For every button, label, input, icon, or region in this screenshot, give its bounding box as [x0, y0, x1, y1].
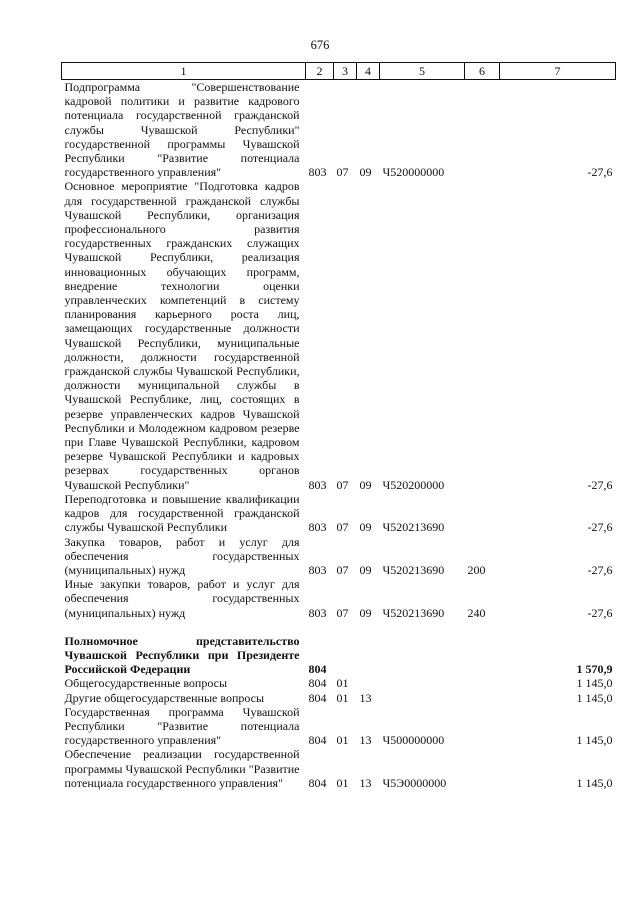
row-amount-cell: -27,6 — [587, 605, 613, 620]
row-amount-cell: 1 145,0 — [576, 733, 613, 748]
row-subsection-cell: 09 — [359, 165, 372, 180]
row-expense-type-cell — [465, 179, 500, 491]
row-amount-cell: -27,6 — [587, 477, 613, 492]
row-target-cell: Ч520200000 — [382, 477, 445, 492]
row-section-cell: 07 — [336, 605, 349, 620]
row-subsection-cell: 13 — [359, 690, 372, 705]
header-col-5: 5 — [380, 63, 465, 80]
row-section-cell: 01 — [336, 733, 349, 748]
row-expense-type-cell — [465, 747, 500, 790]
row-subsection-cell: 13 — [359, 733, 372, 748]
row-name-cell: Иные закупки товаров, работ и услуг для обеспечения государственных (муниципальных) нужд — [64, 577, 300, 620]
row-name-cell: Обеспечение реализации государственной программы Чувашской Республики "Развитие потенциала государственного управления" — [64, 747, 300, 790]
row-amount-cell: -27,6 — [587, 165, 613, 180]
row-subsection-cell — [357, 676, 380, 690]
row-name-cell: Полномочное представительство Чувашской Республики при Президенте Российской Федерации — [64, 633, 300, 677]
row-name-cell: Переподготовка и повышение квалификации кадров для государственной гражданской службы Чувашской Республики — [64, 491, 300, 535]
table-row — [62, 492, 616, 535]
header-row — [62, 63, 616, 80]
header-col-7: 7 — [500, 63, 616, 80]
header-col-6: 6 — [465, 63, 500, 80]
row-section-cell: 01 — [336, 690, 349, 705]
table-row — [62, 80, 616, 180]
row-ministry-cell: 803 — [308, 477, 327, 492]
table-row — [62, 634, 616, 677]
budget-table — [61, 62, 616, 790]
table-row — [62, 535, 616, 578]
row-subsection-cell — [357, 634, 380, 677]
row-expense-type-cell — [465, 80, 500, 180]
row-ministry-cell: 804 — [308, 733, 327, 748]
row-name-cell: Основное мероприятие "Подготовка кадров для государственной гражданской службы Чувашской Республики, организация профессионального развития государственных гражданских служащих Чувашской Республики, реализация инновационных обучающих программ, внедрение технологии оценки управленческих компетенций в систему планирования карьерного роста лиц, замещающих государственные должности Чувашской Республики, муниципальные должности, должности государственной гражданской службы Чувашской Республики, должности муниципальной службы в Чувашской Республике, лиц, состоящих в резерве управленческих кадров Чувашской Республики и Молодежном кадровом резерве при Главе Чувашской Республики, кадровом резерве Чувашской Республики и кадровых резервах государственных органов Чувашской Республики" — [64, 179, 300, 492]
row-expense-type-cell — [465, 492, 500, 535]
row-target-cell: Ч520213690 — [382, 520, 445, 535]
row-subsection-cell: 09 — [359, 520, 372, 535]
header-col-1: 1 — [62, 63, 306, 80]
row-name-cell: Государственная программа Чувашской Республики "Развитие потенциала государственного управления" — [64, 704, 300, 748]
row-expense-type-cell — [465, 676, 500, 690]
row-section-cell: 01 — [336, 775, 349, 790]
row-amount-cell: 1 145,0 — [576, 690, 613, 705]
row-expense-type-cell: 240 — [467, 605, 486, 620]
row-ministry-cell: 803 — [308, 520, 327, 535]
row-subsection-cell: 09 — [359, 562, 372, 577]
row-target-cell: Ч5Э0000000 — [382, 775, 447, 790]
row-target-cell: Ч520213690 — [382, 562, 445, 577]
row-target-cell: Ч500000000 — [382, 733, 445, 748]
row-section-cell — [334, 634, 357, 677]
table-row — [62, 691, 616, 705]
row-section-cell: 07 — [336, 477, 349, 492]
row-expense-type-cell: 200 — [467, 562, 486, 577]
row-expense-type-cell — [465, 705, 500, 748]
row-amount-cell: 1 145,0 — [576, 676, 613, 691]
spacer-cell — [62, 620, 616, 634]
table-body — [62, 80, 616, 790]
header-col-4: 4 — [357, 63, 380, 80]
table-row — [62, 747, 616, 790]
row-subsection-cell: 13 — [359, 775, 372, 790]
row-ministry-cell: 804 — [308, 775, 327, 790]
row-name-cell: Подпрограмма "Совершенствование кадровой политики и развитие кадрового потенциала государственной гражданской службы Чувашской Республики" государственной программы Чувашской Республики "Развитие потенциала государственного управления" — [64, 80, 300, 180]
row-amount-cell: -27,6 — [587, 562, 613, 577]
table-row — [62, 577, 616, 620]
row-amount-cell: 1 145,0 — [576, 775, 613, 790]
row-ministry-cell: 803 — [308, 605, 327, 620]
header-col-3: 3 — [334, 63, 357, 80]
row-target-cell: Ч520000000 — [382, 165, 445, 180]
row-subsection-cell: 09 — [359, 477, 372, 492]
page-number: 676 — [310, 38, 330, 52]
spacer-row — [62, 620, 616, 634]
row-ministry-cell: 803 — [308, 165, 327, 180]
row-section-cell: 07 — [336, 520, 349, 535]
row-ministry-cell: 804 — [308, 690, 327, 705]
row-expense-type-cell — [465, 634, 500, 677]
header-col-2: 2 — [306, 63, 334, 80]
row-subsection-cell: 09 — [359, 605, 372, 620]
row-target-cell — [380, 634, 465, 677]
row-amount-cell: 1 570,9 — [576, 662, 613, 677]
table-header — [62, 63, 616, 80]
row-section-cell: 01 — [336, 676, 349, 691]
table-row — [62, 705, 616, 748]
row-ministry-cell: 803 — [308, 562, 327, 577]
row-ministry-cell: 804 — [308, 676, 327, 691]
row-amount-cell: -27,6 — [587, 520, 613, 535]
row-target-cell: Ч520213690 — [382, 605, 445, 620]
table-row — [62, 676, 616, 690]
row-expense-type-cell — [465, 691, 500, 705]
row-name-cell: Закупка товаров, работ и услуг для обеспечения государственных (муниципальных) нужд — [64, 534, 300, 577]
row-section-cell: 07 — [336, 562, 349, 577]
row-target-cell — [380, 676, 465, 690]
row-target-cell — [380, 691, 465, 705]
table-row — [62, 179, 616, 491]
row-section-cell: 07 — [336, 165, 349, 180]
row-name-cell: Общегосударственные вопросы — [64, 676, 228, 691]
row-name-cell: Другие общегосударственные вопросы — [64, 690, 265, 705]
row-ministry-cell: 804 — [308, 662, 327, 677]
